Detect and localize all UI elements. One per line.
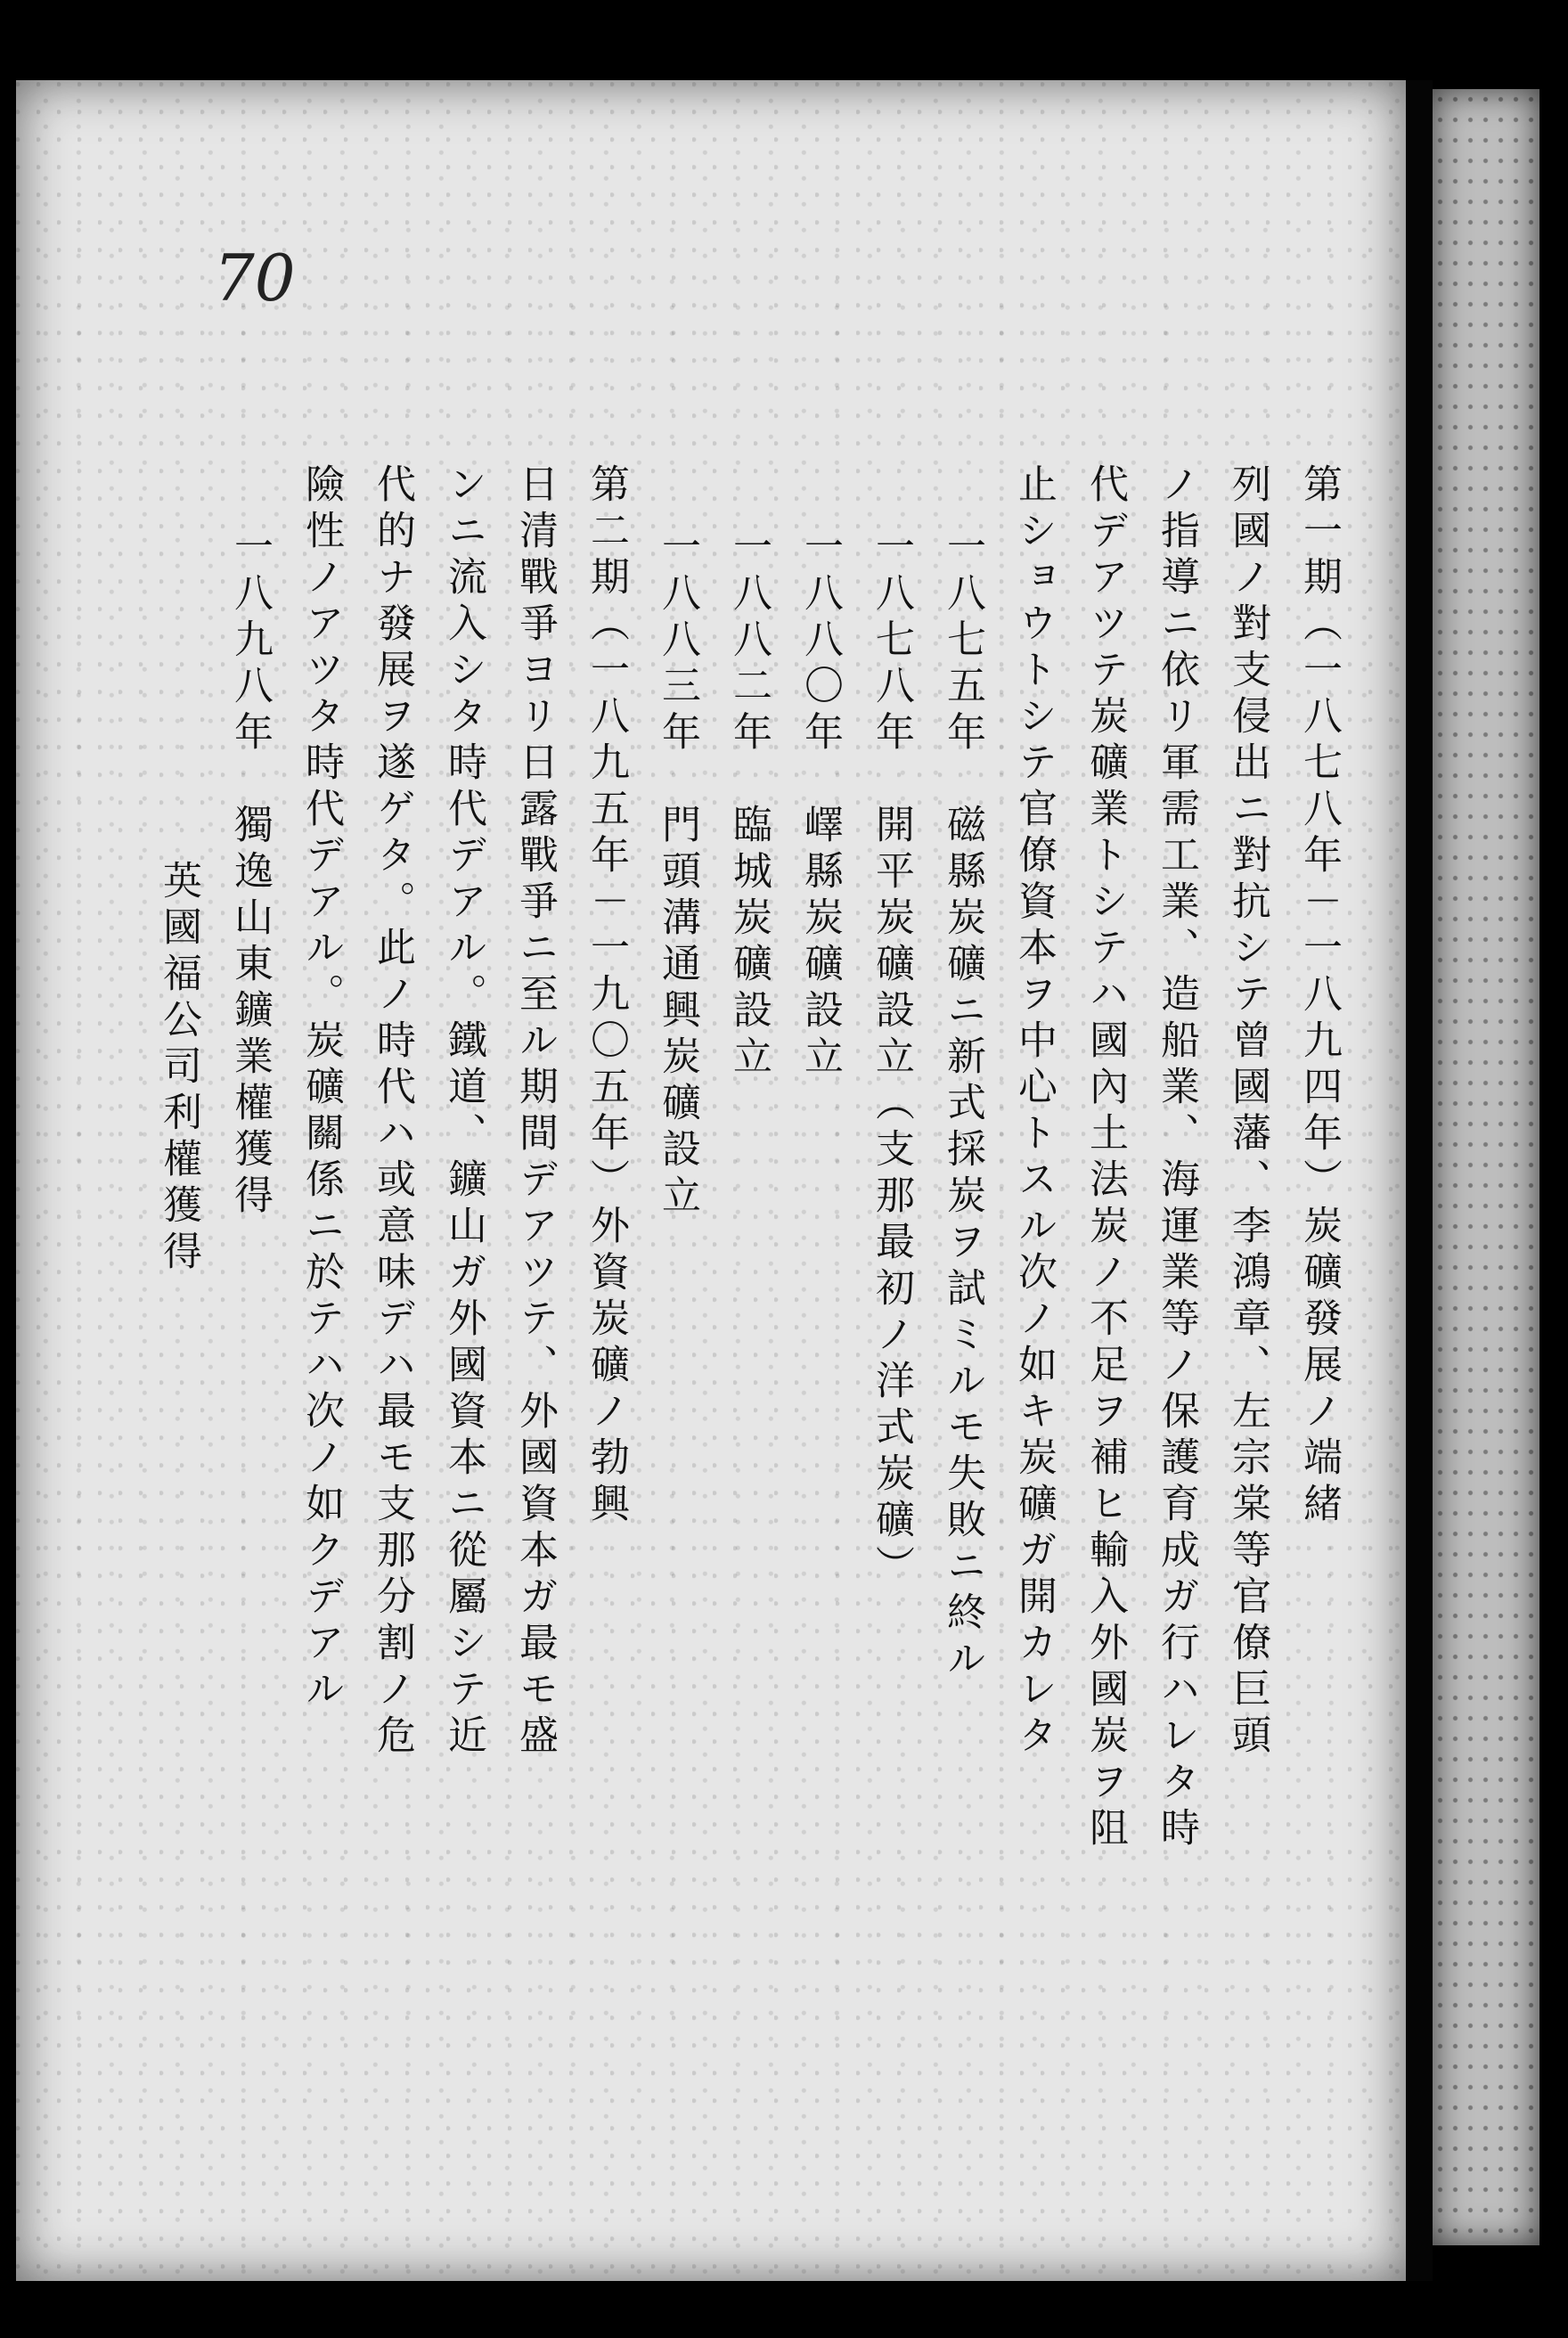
- text-column: ノ指導ニ依リ軍需工業、造船業、海運業等ノ保護育成ガ行ハレタ時: [1154, 463, 1199, 1853]
- text-column: 險性ノアツタ時代デアル。炭礦關係ニ於テハ次ノ如クデアル: [298, 463, 344, 1714]
- text-column: 第二期（一八九五年－一九〇五年）外資炭礦ノ勃興: [584, 463, 629, 1529]
- text-column: 代デアツテ炭礦業トシテハ國內土法炭ノ不足ヲ補ヒ輸入外國炭ヲ阻: [1082, 463, 1128, 1853]
- text-column: 英國福公司利權獲得: [156, 860, 201, 1277]
- text-column: 一八七八年 開平炭礦設立（支那最初ノ洋式炭礦）: [869, 526, 914, 1591]
- text-column: ンニ流入シタ時代デアル。鐵道、鑛山ガ外國資本ニ從屬シテ近: [441, 463, 486, 1761]
- text-column: 代的ナ發展ヲ遂ゲタ。此ノ時代ハ或意味デハ最モ支那分割ノ危: [370, 463, 415, 1761]
- text-column: 列國ノ對支侵出ニ對抗シテ曾國藩、李鴻章、左宗棠等官僚巨頭: [1225, 463, 1270, 1761]
- book-spine: [1406, 80, 1433, 2281]
- text-column: 止ショウトシテ官僚資本ヲ中心トスル次ノ如キ炭礦ガ開カレタ: [1011, 463, 1057, 1761]
- adjacent-page-edge: [1433, 89, 1539, 2245]
- text-column: 一八八三年 門頭溝通興炭礦設立: [655, 526, 700, 1221]
- text-column: 第一期（一八七八年－一八九四年）炭礦發展ノ端緒: [1296, 463, 1342, 1529]
- text-column: 日清戰爭ヨリ日露戰爭ニ至ル期間デアツテ、外國資本ガ最モ盛: [512, 463, 558, 1761]
- text-column: 一八七五年 磁縣炭礦ニ新式採炭ヲ試ミルモ失敗ニ終ル: [940, 526, 985, 1684]
- text-column: 一八八〇年 嶧縣炭礦設立: [797, 526, 843, 1082]
- text-column: 一八八二年 臨城炭礦設立: [726, 526, 772, 1082]
- page-number: 70: [214, 241, 296, 315]
- text-column: 一八九八年 獨逸山東鑛業權獲得: [227, 526, 273, 1221]
